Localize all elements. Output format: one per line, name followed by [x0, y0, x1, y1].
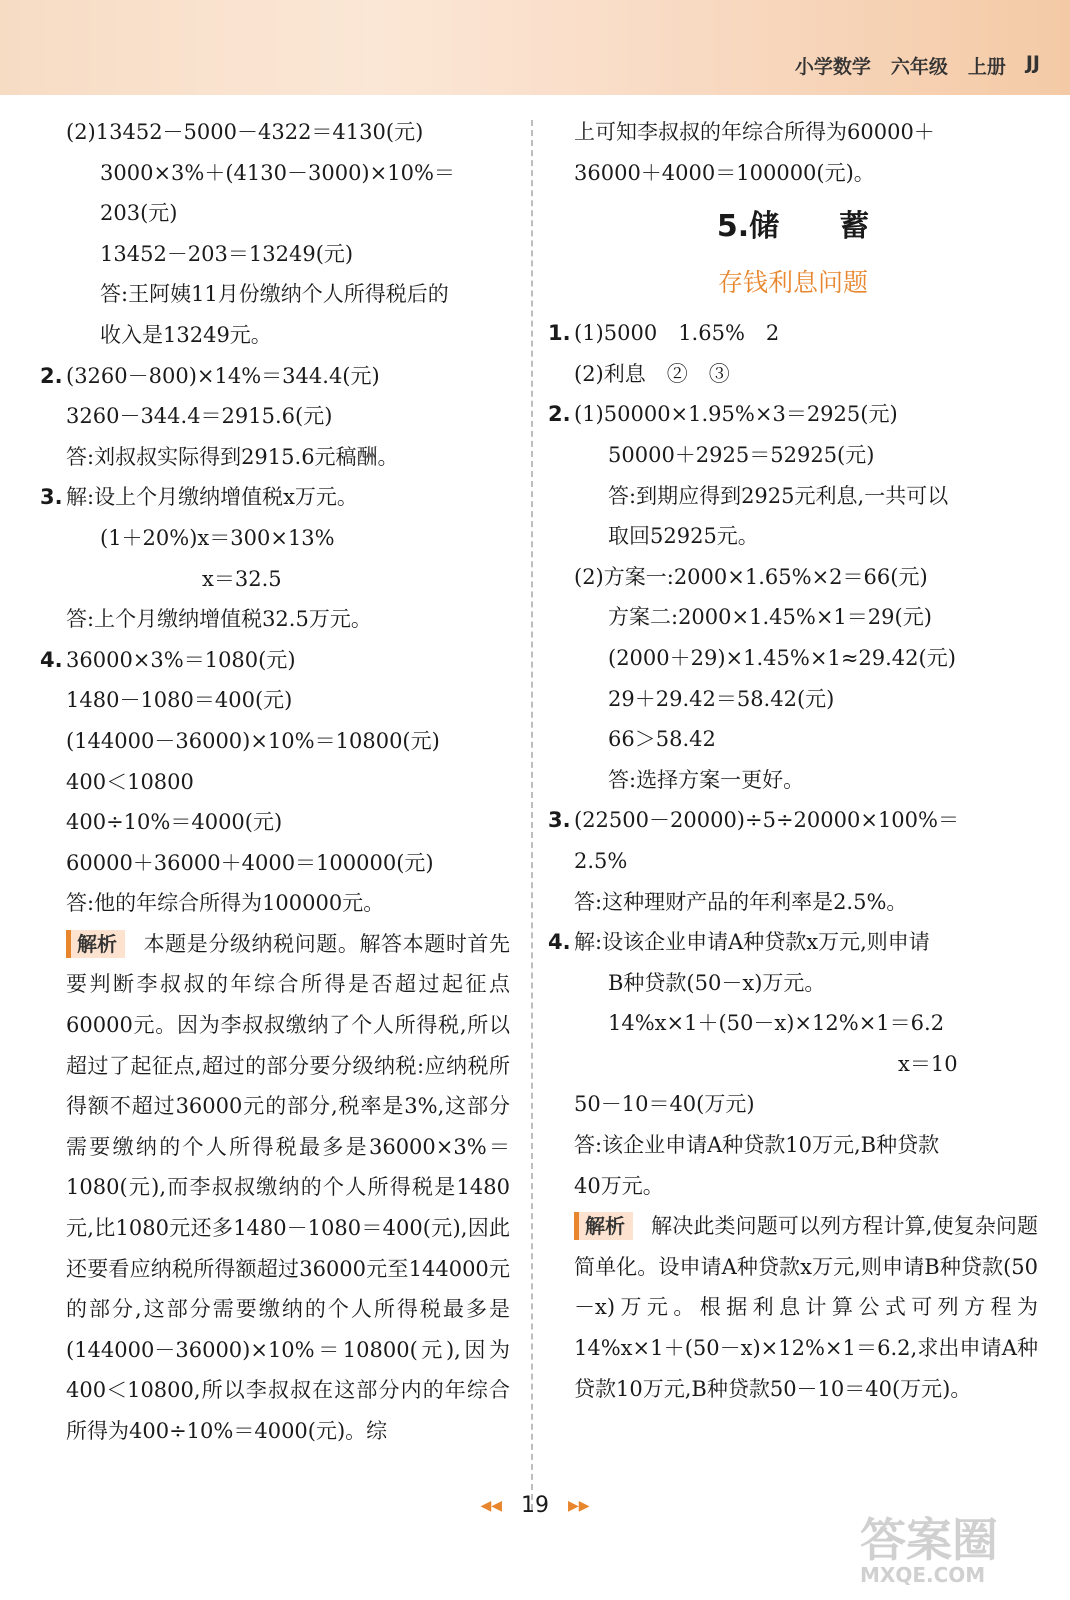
answer-line: 50－10＝40(万元) [574, 1092, 755, 1117]
answer-line: 36000×3%＝1080(元) [66, 647, 296, 672]
answer-line: x＝32.5 [202, 566, 282, 591]
answer-line: 答:到期应得到2925元利息,一共可以 [608, 483, 949, 508]
question-1 [548, 313, 1038, 354]
question-number: 4. [40, 647, 63, 672]
answer-line: 方案二:2000×1.45%×1＝29(元) [608, 605, 932, 630]
answer-line: 60000＋36000＋4000＝100000(元) [66, 850, 434, 875]
answer-line: 400÷10%＝4000(元) [66, 810, 283, 835]
question-number: 2. [548, 402, 571, 427]
analysis-tag: 解析 [574, 1212, 633, 1240]
answer-line: 收入是13249元。 [100, 322, 272, 347]
analysis-block [548, 1206, 1038, 1409]
answer-line: 解:设该企业申请A种贷款x万元,则申请 [574, 930, 930, 955]
answer-line: (22500－20000)÷5÷20000×100%＝ [574, 808, 959, 833]
answer-line: (1)5000 1.65% 2 [574, 321, 780, 346]
next-arrows-icon: ▶▶ [568, 1498, 590, 1514]
answer-line: 400＜10800 [66, 769, 194, 794]
answer-line: 40万元。 [574, 1173, 664, 1198]
column-divider [531, 120, 533, 1510]
answer-line: 答:这种理财产品的年利率是2.5%。 [574, 889, 908, 914]
question-number: 1. [548, 321, 571, 346]
answer-line: 66＞58.42 [608, 727, 716, 752]
answer-line: 答:上个月缴纳增值税32.5万元。 [66, 607, 372, 632]
analysis-text: 解决此类问题可以列方程计算,使复杂问题简单化。设申请A种贷款x万元,则申请B种贷款(50－x)万元。根据利息计算公式可列方程为14%x×1＋(50－x)×12%×1＝6.2,求出申请A种贷款10万元,B种贷款50－10＝40(万元)。 [574, 1214, 1038, 1401]
answer-line: (2)利息 ② ③ [574, 361, 730, 386]
question-3 [40, 477, 510, 518]
answer-line: (144000－36000)×10%＝10800(元) [66, 728, 440, 753]
answer-line: 上可知李叔叔的年综合所得为60000＋ [574, 120, 935, 144]
answer-line: 50000＋2925＝52925(元) [608, 442, 875, 467]
question-4 [548, 922, 1038, 963]
answer-line: 答:该企业申请A种贷款10万元,B种贷款 [574, 1133, 940, 1158]
volume-label: 上册 [967, 56, 1006, 78]
answer-line: (2000＋29)×1.45%×1≈29.42(元) [608, 645, 956, 670]
answer-line: 答:王阿姨11月份缴纳个人所得税后的 [100, 282, 449, 307]
answer-line: 取回52925元。 [608, 524, 759, 549]
answer-line: 答:刘叔叔实际得到2915.6元稿酬。 [66, 444, 399, 469]
answer-line: 36000＋4000＝100000(元)。 [574, 160, 875, 185]
answer-line: B种贷款(50－x)万元。 [608, 970, 826, 995]
answer-line: (2)方案一:2000×1.65%×2＝66(元) [574, 564, 928, 589]
prev-arrows-icon: ◀◀ [480, 1498, 502, 1514]
answer-line: 29＋29.42＝58.42(元) [608, 686, 835, 711]
question-4 [40, 640, 510, 681]
analysis-text: 本题是分级纳税问题。解答本题时首先要判断李叔叔的年综合所得是否超过起征点60000元。因为李叔叔缴纳了个人所得税,所以超过了起征点,超过的部分要分级纳税:应纳税所得额不超过36000元的部分,税率是3%,这部分需要缴纳的个人所得税最多是36000×3%＝1080(元),而李叔叔缴纳的个人所得税是1480元,比1080元还多1480－1080＝400(元),因此还要看应纳税所得额超过36000元至144000元的部分,这部分需要缴纳的个人所得税最多是(144000－36000)×10%＝10800(元),因为400＜10800,所以李叔叔在这部分内的年综合所得为400÷10%＝4000(元)。综 [66, 931, 510, 1443]
answer-line: x＝10 [898, 1051, 958, 1076]
answer-line: (1)50000×1.95%×3＝2925(元) [574, 402, 898, 427]
section-title-part: 5.储 [716, 209, 780, 245]
answer-line: 203(元) [100, 201, 178, 226]
watermark-cn: 答案圈 [860, 1513, 998, 1567]
analysis-tag: 解析 [66, 930, 125, 958]
question-3 [548, 800, 1038, 841]
header-band [0, 0, 1070, 95]
subsection-title: 存钱利息问题 [717, 268, 868, 298]
book-info [795, 52, 1040, 79]
answer-line: (1＋20%)x＝300×13% [100, 525, 335, 550]
answer-line: 3260－344.4＝2915.6(元) [66, 404, 333, 429]
site-watermark [860, 1515, 1050, 1587]
section-title-part: 蓄 [839, 209, 870, 245]
answer-line: (2)13452－5000－4322＝4130(元) [66, 120, 424, 144]
answer-line: 3000×3%＋(4130－3000)×10%＝ [100, 160, 455, 185]
answer-line: 解:设上个月缴纳增值税x万元。 [66, 485, 358, 510]
section-title [548, 197, 1038, 257]
question-number: 3. [40, 485, 63, 510]
question-number: 2. [40, 363, 63, 388]
question-2 [548, 394, 1038, 435]
answer-line: 2.5% [574, 848, 628, 873]
page-number: 19 [521, 1493, 549, 1518]
right-column [548, 112, 1038, 1409]
answer-line: 答:他的年综合所得为100000元。 [66, 891, 385, 916]
edition-label: JJ [1025, 52, 1040, 74]
answer-line: 答:选择方案一更好。 [608, 767, 805, 792]
question-number: 3. [548, 808, 571, 833]
grade-label: 六年级 [890, 56, 948, 78]
watermark-en: MXQE.COM [860, 1563, 986, 1587]
answer-line: (3260－800)×14%＝344.4(元) [66, 363, 380, 388]
answer-line: 1480－1080＝400(元) [66, 688, 293, 713]
answer-line: 14%x×1＋(50－x)×12%×1＝6.2 [608, 1011, 945, 1036]
left-column [40, 112, 510, 1452]
question-number: 4. [548, 930, 571, 955]
answer-line: 13452－203＝13249(元) [100, 241, 354, 266]
question-2 [40, 356, 510, 397]
subject-label: 小学数学 [794, 56, 871, 78]
analysis-block [40, 924, 510, 1452]
